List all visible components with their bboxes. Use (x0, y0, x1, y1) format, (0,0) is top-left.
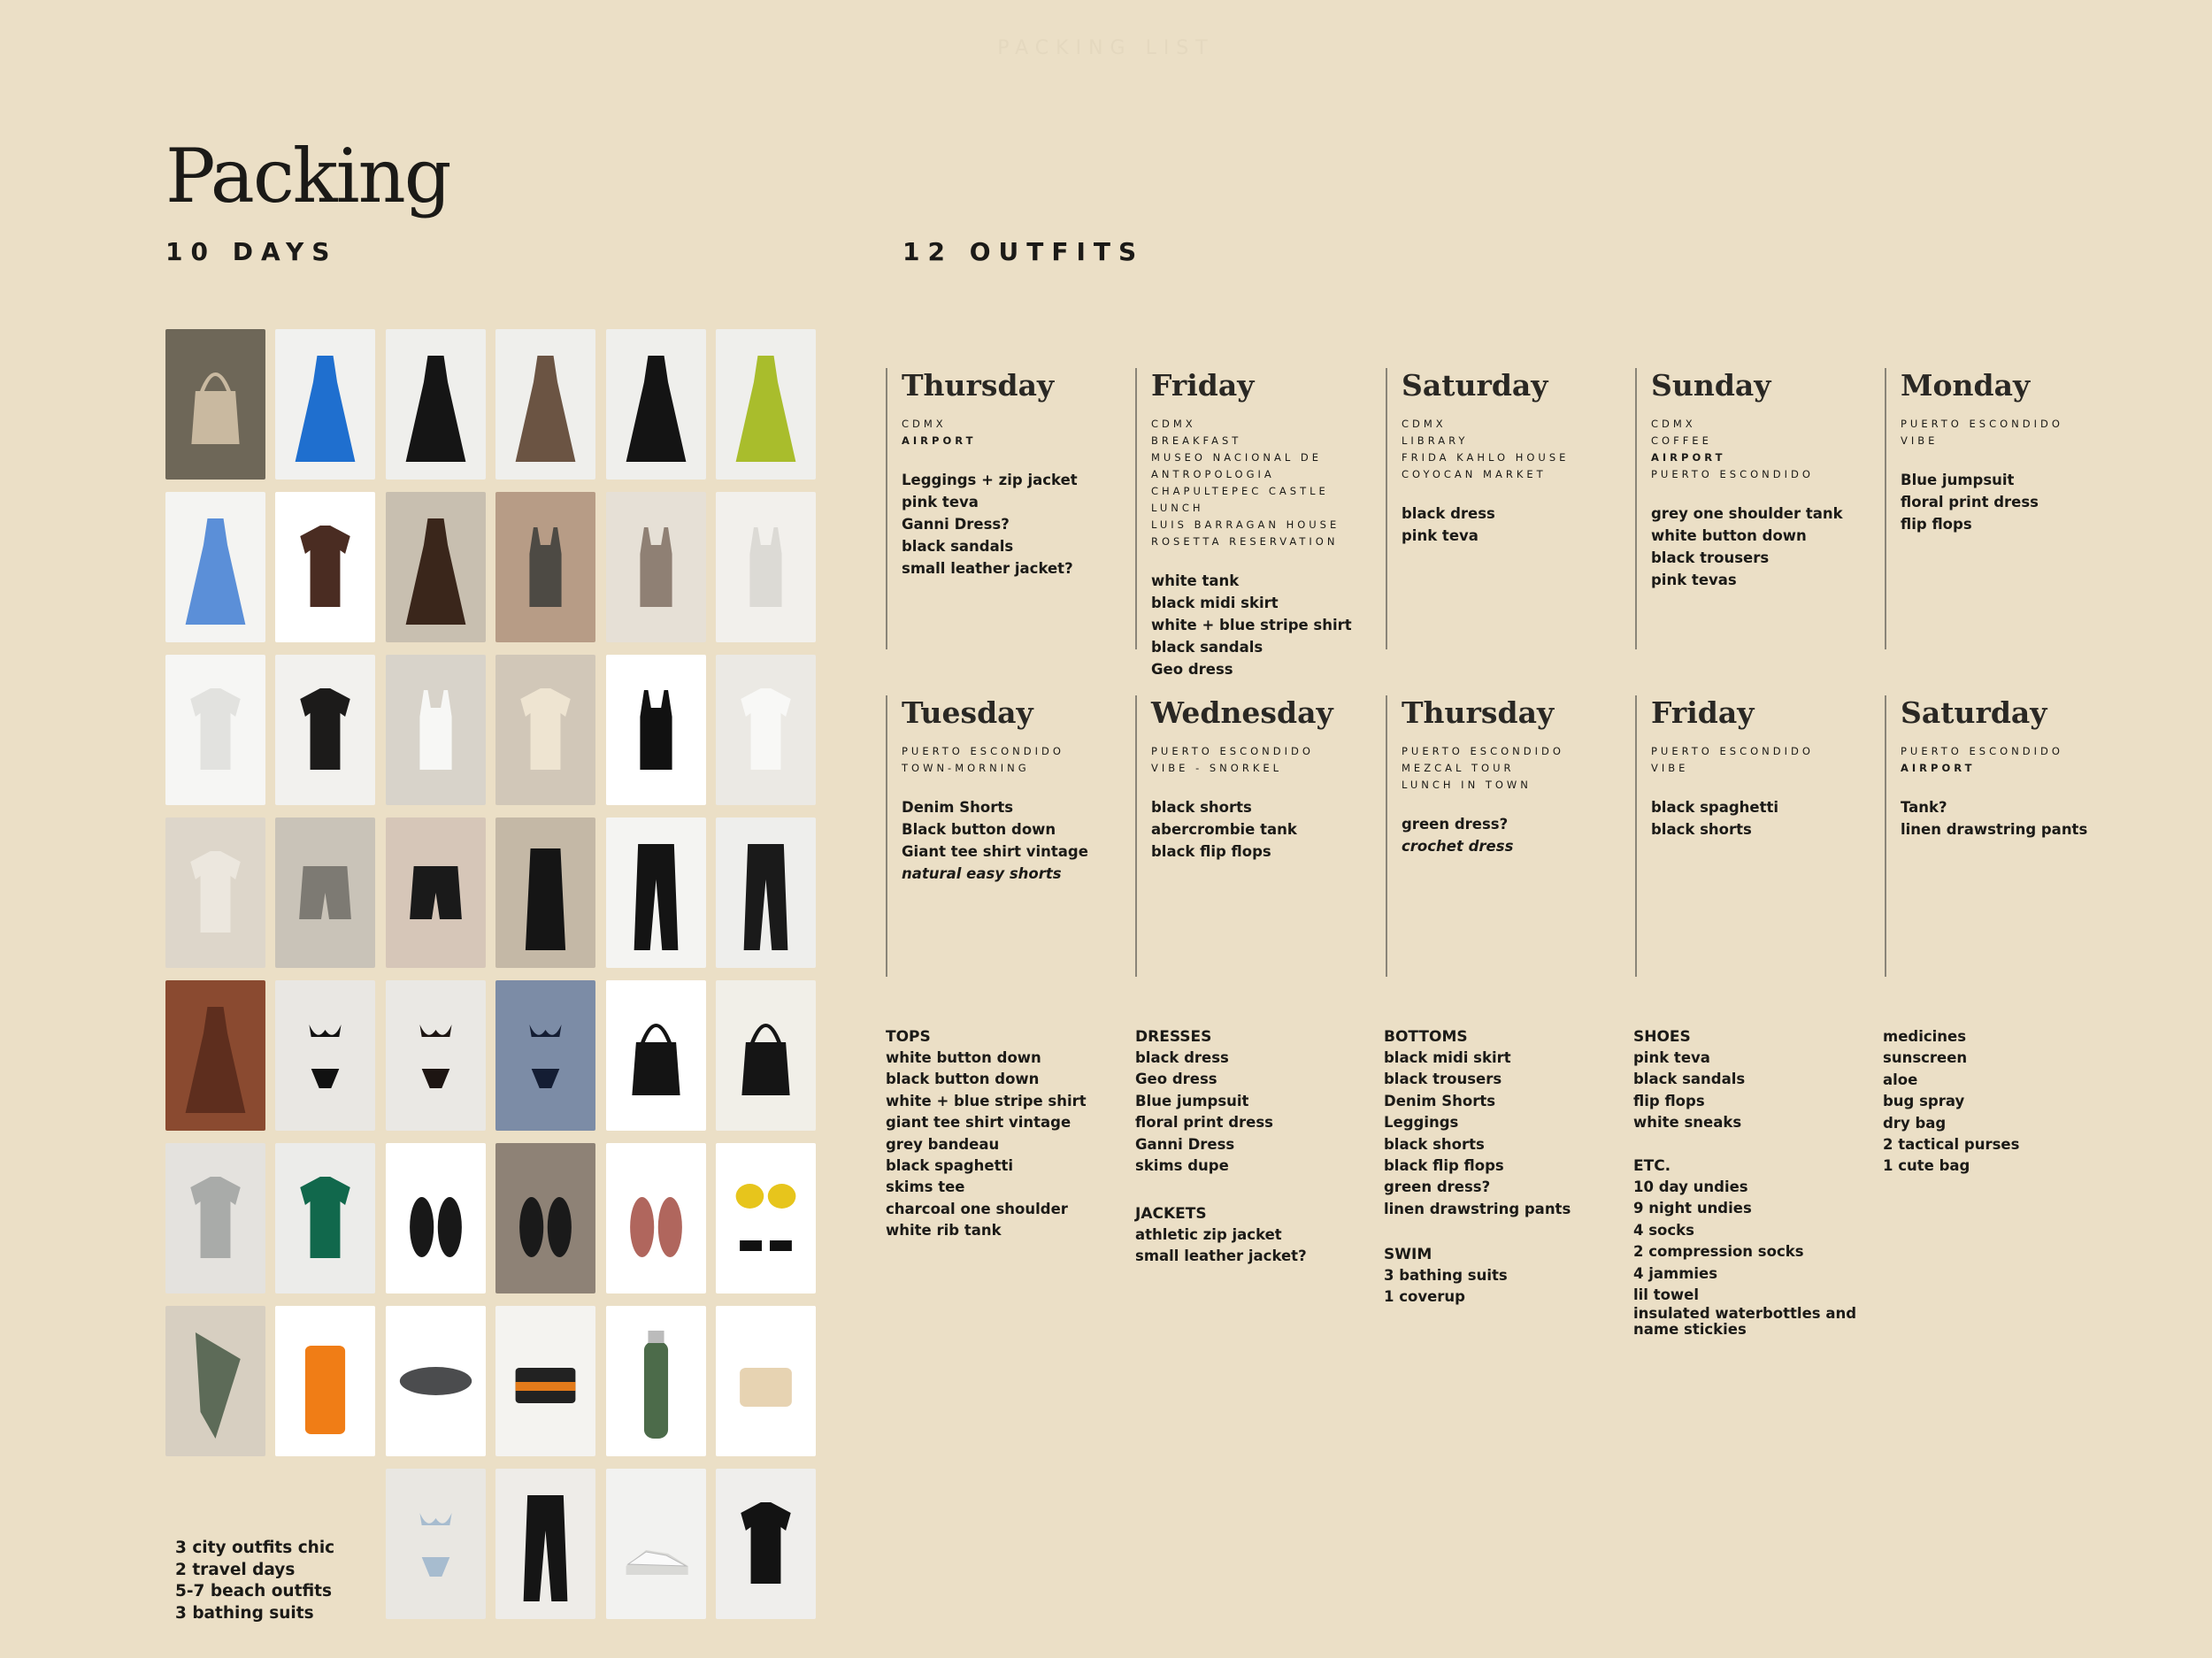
packing-item: grey bandeau (886, 1135, 1000, 1153)
black-midi-skirt-icon (495, 817, 595, 968)
plan-item: ROSETTA RESERVATION (1151, 535, 1339, 548)
packing-item: floral print dress (1135, 1114, 1274, 1132)
packing-item: lil towel (1633, 1286, 1700, 1304)
sleep-mask-icon (386, 1306, 486, 1456)
black-flip-flops-icon (386, 1143, 486, 1293)
white-cropped-jacket-icon (716, 655, 816, 805)
day-name: Saturday (1901, 695, 2047, 730)
outfit-day-card (1386, 368, 1616, 649)
outfit-item: black dress (1402, 505, 1495, 522)
outfit-item: Blue jumpsuit (1901, 472, 2015, 488)
packing-item: giant tee shirt vintage (886, 1114, 1071, 1132)
packing-category (1135, 1026, 1383, 1198)
grey-one-shoulder-tank-icon (495, 492, 595, 642)
category-title: DRESSES (1135, 1028, 1212, 1046)
black-hobo-bag-icon (716, 980, 816, 1131)
category-title: TOPS (886, 1028, 931, 1046)
day-plans (902, 743, 1116, 777)
plan-item: PUERTO ESCONDIDO (1901, 418, 2063, 430)
packing-category (1384, 1026, 1632, 1241)
packing-item: 4 socks (1633, 1221, 1694, 1239)
packing-item: aloe (1883, 1071, 1918, 1088)
category-items (1384, 1048, 1632, 1220)
outfit-item: Black button down (902, 821, 1056, 838)
packing-item: black shorts (1384, 1135, 1485, 1153)
day-plans (1151, 416, 1365, 550)
plan-item: LUNCH IN TOWN (1402, 779, 1532, 791)
summary-line: 3 city outfits chic (175, 1539, 335, 1557)
outfits-label: 12 OUTFITS (902, 237, 1145, 266)
plan-item: FRIDA KAHLO HOUSE (1402, 451, 1570, 464)
outfit-item: grey one shoulder tank (1651, 505, 1843, 522)
outfit-items (1651, 796, 1865, 841)
plan-item: PUERTO ESCONDIDO (1151, 745, 1314, 757)
grey-bandeau-icon (606, 492, 706, 642)
outfit-items (1901, 796, 2115, 841)
outfit-day-card (1885, 368, 2115, 649)
page-title: Packing (165, 133, 450, 219)
pink-teva-sandals-icon (606, 1143, 706, 1293)
plan-item: TOWN-MORNING (902, 762, 1030, 774)
outfit-item: flip flops (1901, 516, 1972, 533)
plan-item: PUERTO ESCONDIDO (902, 745, 1064, 757)
outfit-items (1151, 570, 1365, 680)
silk-scarf-icon (165, 1306, 265, 1456)
outfit-items (902, 796, 1116, 885)
outfit-item: pink teva (902, 494, 979, 510)
packing-item: flip flops (1633, 1092, 1705, 1109)
athletic-zip-jacket-icon (716, 1469, 816, 1619)
outfit-item: white tank (1151, 572, 1240, 589)
packing-item: athletic zip jacket (1135, 1226, 1282, 1243)
outfit-item: small leather jacket? (902, 560, 1073, 577)
packing-item: Geo dress (1135, 1071, 1217, 1088)
plan-item: PUERTO ESCONDIDO (1402, 745, 1564, 757)
packing-item: skims dupe (1135, 1157, 1229, 1175)
packing-item: 2 tactical purses (1883, 1136, 2020, 1154)
outfit-item: black sandals (902, 538, 1014, 555)
packing-item: black dress (1135, 1049, 1229, 1066)
day-name: Wednesday (1151, 695, 1333, 730)
category-title: SWIM (1384, 1246, 1432, 1263)
packing-item: white button down (886, 1049, 1041, 1066)
orange-towel-icon (495, 1306, 595, 1456)
navy-swimsuit-icon (495, 980, 595, 1131)
outfit-item: linen drawstring pants (1901, 821, 2088, 838)
outfit-item: white button down (1651, 527, 1807, 544)
packing-category (1883, 1026, 2131, 1199)
outfit-item: black shorts (1651, 821, 1752, 838)
floral-print-dress-icon (386, 492, 486, 642)
plan-item: BREAKFAST (1151, 434, 1242, 447)
packing-category (1135, 1203, 1383, 1289)
packing-item: Denim Shorts (1384, 1092, 1496, 1109)
denim-shorts-icon (275, 817, 375, 968)
outfit-items (1151, 796, 1365, 863)
plan-item: CDMX (902, 418, 947, 430)
outfit-item: black midi skirt (1151, 595, 1279, 611)
clothing-photo-grid (165, 329, 816, 1621)
outfit-day-card (886, 695, 1116, 977)
outfit-day-card (1885, 695, 2115, 977)
packing-item: black trousers (1384, 1071, 1502, 1088)
giant-tee-icon (165, 817, 265, 968)
day-name: Friday (1151, 368, 1255, 403)
category-items (1633, 1177, 1881, 1338)
outfit-item: black sandals (1151, 639, 1263, 656)
plan-item: VIBE (1651, 762, 1689, 774)
vintage-tee-icon (495, 655, 595, 805)
woven-bag-outfit-icon (165, 329, 265, 480)
category-title: SHOES (1633, 1028, 1691, 1046)
halter-bikini-icon (386, 980, 486, 1131)
plan-item: AIRPORT (902, 434, 977, 447)
outfit-items (1402, 813, 1616, 857)
packing-item: dry bag (1883, 1114, 1947, 1132)
grey-pajamas-icon (165, 1143, 265, 1293)
black-trousers-icon (606, 817, 706, 968)
blue-dress-icon (165, 492, 265, 642)
day-name: Saturday (1402, 368, 1548, 403)
packing-item: pink teva (1633, 1049, 1710, 1066)
packing-item: 3 bathing suits (1384, 1267, 1508, 1284)
packing-item: 1 cute bag (1883, 1157, 1970, 1175)
day-name: Thursday (1402, 695, 1555, 730)
white-sneakers-icon (606, 1469, 706, 1619)
packing-item: white rib tank (886, 1222, 1002, 1240)
packing-item: 1 coverup (1384, 1288, 1465, 1306)
outfit-item: crochet dress (1402, 838, 1514, 855)
outfit-day-card (1635, 695, 1865, 977)
plan-item: COFFEE (1651, 434, 1712, 447)
category-items (1633, 1048, 1881, 1134)
category-items (1135, 1048, 1383, 1177)
black-button-down-icon (275, 655, 375, 805)
faint-header-watermark: PACKING LIST (997, 37, 1215, 59)
plan-item: PUERTO ESCONDIDO (1901, 745, 2063, 757)
day-plans (902, 416, 1116, 449)
day-plans (1901, 416, 2115, 449)
packing-item: 4 jammies (1633, 1264, 1718, 1282)
packing-item: charcoal one shoulder (886, 1200, 1068, 1217)
packing-item: black midi skirt (1384, 1049, 1511, 1066)
black-shorts-icon (386, 817, 486, 968)
outfit-item: Giant tee shirt vintage (902, 843, 1088, 860)
outfit-day-card (1635, 368, 1865, 649)
white-rib-tank-icon (386, 655, 486, 805)
packing-item: Leggings (1384, 1114, 1459, 1132)
packing-item: small leather jacket? (1135, 1247, 1307, 1265)
packing-category (886, 1026, 1133, 1263)
packing-item: white + blue stripe shirt (886, 1092, 1087, 1109)
outfit-items (1402, 503, 1616, 547)
white-tank-icon (716, 492, 816, 642)
day-name: Sunday (1651, 368, 1771, 403)
outfit-item: black spaghetti (1651, 799, 1779, 816)
green-water-bottle-icon (606, 1306, 706, 1456)
linen-pants-icon (716, 817, 816, 968)
outfit-item: floral print dress (1901, 494, 2039, 510)
plan-item: MUSEO NACIONAL DE ANTROPOLOGIA (1151, 451, 1323, 480)
day-plans (1402, 416, 1616, 483)
summary-line: 2 travel days (175, 1560, 296, 1579)
packing-item: black spaghetti (886, 1157, 1014, 1175)
day-plans (1901, 743, 2115, 777)
outfit-day-card (1135, 695, 1365, 977)
packing-item: 2 compression socks (1633, 1243, 1804, 1261)
category-title: ETC. (1633, 1157, 1671, 1175)
outfit-item: Tank? (1901, 799, 1947, 816)
outfit-item: black shorts (1151, 799, 1252, 816)
category-items (1135, 1224, 1383, 1268)
packing-item: Ganni Dress (1135, 1135, 1235, 1153)
packing-item: green dress? (1384, 1178, 1491, 1196)
packing-category (1384, 1244, 1632, 1330)
black-slip-dress-icon (606, 329, 706, 480)
packing-category (1633, 1155, 1881, 1359)
plan-item: MEZCAL TOUR (1402, 762, 1515, 774)
packing-item: medicines (1883, 1028, 1967, 1045)
plan-item: CDMX (1651, 418, 1696, 430)
green-dress-icon (716, 329, 816, 480)
outfit-items (1901, 469, 2115, 535)
day-name: Monday (1901, 368, 2031, 403)
outfit-item: black trousers (1651, 549, 1770, 566)
outfit-item: green dress? (1402, 816, 1509, 833)
summary-line: 3 bathing suits (175, 1603, 314, 1623)
packing-item: skims tee (886, 1178, 965, 1196)
plan-item: PUERTO ESCONDIDO (1651, 745, 1814, 757)
category-items (1883, 1026, 2131, 1178)
crossbody-bag-icon (606, 980, 706, 1131)
black-leggings-icon (495, 1469, 595, 1619)
outfit-item: black flip flops (1151, 843, 1271, 860)
outfit-item: Ganni Dress? (902, 516, 1010, 533)
category-title: BOTTOMS (1384, 1028, 1468, 1046)
outfit-items (1651, 503, 1865, 591)
category-items (1384, 1265, 1632, 1309)
day-plans (1402, 743, 1616, 794)
brown-coverup-icon (165, 980, 265, 1131)
day-plans (1651, 743, 1865, 777)
plan-item: CHAPULTEPEC CASTLE (1151, 485, 1329, 497)
outfit-items (902, 469, 1116, 580)
black-sandals-icon (495, 1143, 595, 1293)
outfit-day-card (1135, 368, 1365, 678)
plan-item: VIBE - SNORKEL (1151, 762, 1283, 774)
plan-item: AIRPORT (1901, 762, 1976, 774)
plan-item: LIBRARY (1402, 434, 1469, 447)
day-name: Friday (1651, 695, 1755, 730)
outfit-item: Denim Shorts (902, 799, 1014, 816)
plan-item: VIBE (1901, 434, 1939, 447)
packing-category (1633, 1026, 1881, 1155)
summary-line: 5-7 beach outfits (175, 1582, 333, 1600)
packing-item: sunscreen (1883, 1049, 1968, 1067)
packing-item: black flip flops (1384, 1157, 1504, 1175)
packing-item: linen drawstring pants (1384, 1200, 1571, 1217)
plan-item: COYOCAN MARKET (1402, 468, 1547, 480)
outfit-item: abercrombie tank (1151, 821, 1297, 838)
brown-tee-icon (275, 492, 375, 642)
packing-item: black button down (886, 1071, 1040, 1088)
plan-item: LUIS BARRAGAN HOUSE (1151, 518, 1340, 531)
geo-print-dress-icon (495, 329, 595, 480)
green-pajamas-icon (275, 1143, 375, 1293)
black-spaghetti-top-icon (606, 655, 706, 805)
packing-item: white sneaks (1633, 1114, 1742, 1132)
packing-item: black sandals (1633, 1071, 1746, 1088)
day-plans (1151, 743, 1365, 777)
packing-item: Blue jumpsuit (1135, 1092, 1249, 1109)
blue-sports-bra-icon (386, 1469, 486, 1619)
day-plans (1651, 416, 1865, 483)
plan-item: CDMX (1151, 418, 1196, 430)
outfit-item: natural easy shorts (902, 865, 1062, 882)
outfit-item: pink teva (1402, 527, 1479, 544)
black-dress-icon (386, 329, 486, 480)
outfit-item: pink tevas (1651, 572, 1737, 588)
category-items (886, 1048, 1133, 1242)
outfit-day-card (886, 368, 1116, 649)
blue-jumpsuit-icon (275, 329, 375, 480)
black-bikini-icon (275, 980, 375, 1131)
outfit-day-card (1386, 695, 1616, 977)
packing-item: bug spray (1883, 1093, 1965, 1110)
packing-item: 9 night undies (1633, 1200, 1752, 1217)
plan-item: PUERTO ESCONDIDO (1651, 468, 1814, 480)
packing-item: 10 day undies (1633, 1178, 1748, 1195)
sunglasses-icon (716, 1143, 816, 1293)
packing-item: insulated waterbottles and name stickies (1633, 1305, 1857, 1339)
day-name: Tuesday (902, 695, 1033, 730)
outfit-item: white + blue stripe shirt (1151, 617, 1352, 633)
trip-summary (175, 1538, 334, 1624)
category-title: JACKETS (1135, 1205, 1207, 1223)
plan-item: AIRPORT (1651, 451, 1726, 464)
day-name: Thursday (902, 368, 1055, 403)
outfit-item: Geo dress (1151, 661, 1233, 678)
days-label: 10 DAYS (165, 237, 338, 266)
plan-item: CDMX (1402, 418, 1447, 430)
orange-dry-bag-icon (275, 1306, 375, 1456)
plan-item: LUNCH (1151, 502, 1204, 514)
white-button-down-icon (165, 655, 265, 805)
cosmetic-case-icon (716, 1306, 816, 1456)
outfit-item: Leggings + zip jacket (902, 472, 1078, 488)
